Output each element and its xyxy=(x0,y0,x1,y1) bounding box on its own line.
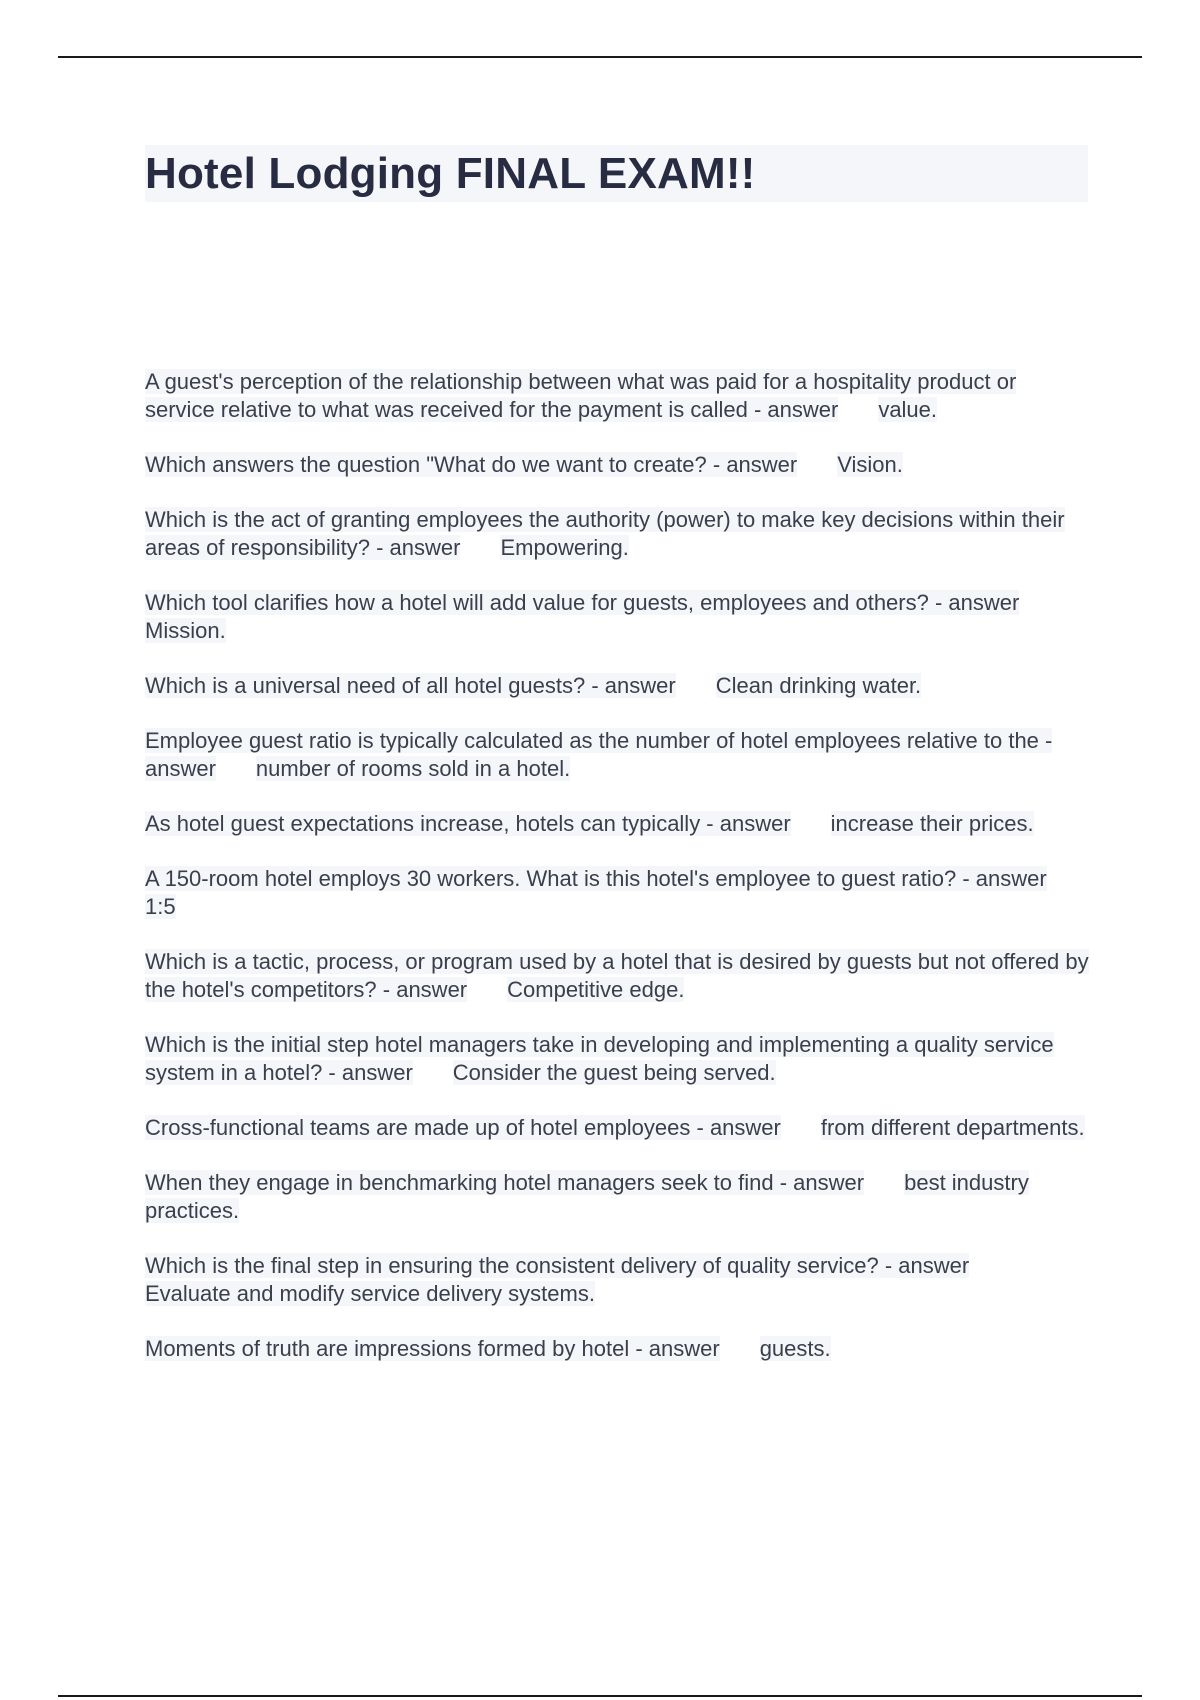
answer-text: Vision. xyxy=(837,452,903,477)
question-text: A guest's perception of the relationship between what was paid for a hospitality product or service relative to what was received for the payment is called - answer xyxy=(145,369,1017,422)
answer-text: number of rooms sold in a hotel. xyxy=(255,756,571,781)
answer-text: Competitive edge. xyxy=(507,977,685,1002)
footer-rule xyxy=(58,1695,1142,1697)
qa-item xyxy=(145,810,1090,838)
qa-item xyxy=(145,727,1090,783)
page-title: Hotel Lodging FINAL EXAM!! xyxy=(145,149,756,198)
answer-text: best industry practices. xyxy=(145,1170,1029,1223)
qa-item xyxy=(145,948,1090,1004)
question-text: Which answers the question "What do we want to create? - answer xyxy=(145,452,798,477)
answer-text: Empowering. xyxy=(500,535,629,560)
answer-text: Mission. xyxy=(145,618,226,643)
question-text: Which tool clarifies how a hotel will add value for guests, employees and others? - answer xyxy=(145,590,1020,615)
answer-text: value. xyxy=(878,397,938,422)
question-text: Employee guest ratio is typically calculated as the number of hotel employees relative to the - answer xyxy=(145,728,1053,781)
title-block xyxy=(145,145,1088,202)
qa-item xyxy=(145,865,1090,921)
question-text: When they engage in benchmarking hotel managers seek to find - answer xyxy=(145,1170,865,1195)
question-text: As hotel guest expectations increase, hotels can typically - answer xyxy=(145,811,791,836)
qa-item xyxy=(145,1335,1090,1363)
question-text: Which is the final step in ensuring the consistent delivery of quality service? - answer xyxy=(145,1253,970,1278)
qa-item xyxy=(145,1169,1090,1225)
answer-text: Evaluate and modify service delivery systems. xyxy=(145,1281,595,1306)
qa-item xyxy=(145,672,1090,700)
question-text: Which is the act of granting employees the authority (power) to make key decisions within their areas of responsibility? - answer xyxy=(145,507,1065,560)
question-text: A 150-room hotel employs 30 workers. What is this hotel's employee to guest ratio? - answer xyxy=(145,866,1047,891)
qa-item xyxy=(145,451,1090,479)
qa-list xyxy=(145,368,1090,1390)
qa-item xyxy=(145,1252,1090,1308)
qa-item xyxy=(145,589,1090,645)
answer-text: Consider the guest being served. xyxy=(452,1060,776,1085)
qa-item xyxy=(145,368,1090,424)
header-rule xyxy=(58,56,1142,58)
qa-item xyxy=(145,506,1090,562)
question-text: Which is a tactic, process, or program used by a hotel that is desired by guests but not offered by the hotel's competitors? - answer xyxy=(145,949,1089,1002)
answer-text: from different departments. xyxy=(820,1115,1085,1140)
qa-item xyxy=(145,1031,1090,1087)
question-text: Moments of truth are impressions formed by hotel - answer xyxy=(145,1336,720,1361)
question-text: Cross-functional teams are made up of hotel employees - answer xyxy=(145,1115,781,1140)
question-text: Which is a universal need of all hotel guests? - answer xyxy=(145,673,676,698)
answer-text: Clean drinking water. xyxy=(715,673,922,698)
question-text: Which is the initial step hotel managers take in developing and implementing a quality service system in a hotel? - answer xyxy=(145,1032,1054,1085)
answer-text: guests. xyxy=(759,1336,831,1361)
answer-text: 1:5 xyxy=(145,894,176,919)
qa-item xyxy=(145,1114,1090,1142)
answer-text: increase their prices. xyxy=(830,811,1034,836)
